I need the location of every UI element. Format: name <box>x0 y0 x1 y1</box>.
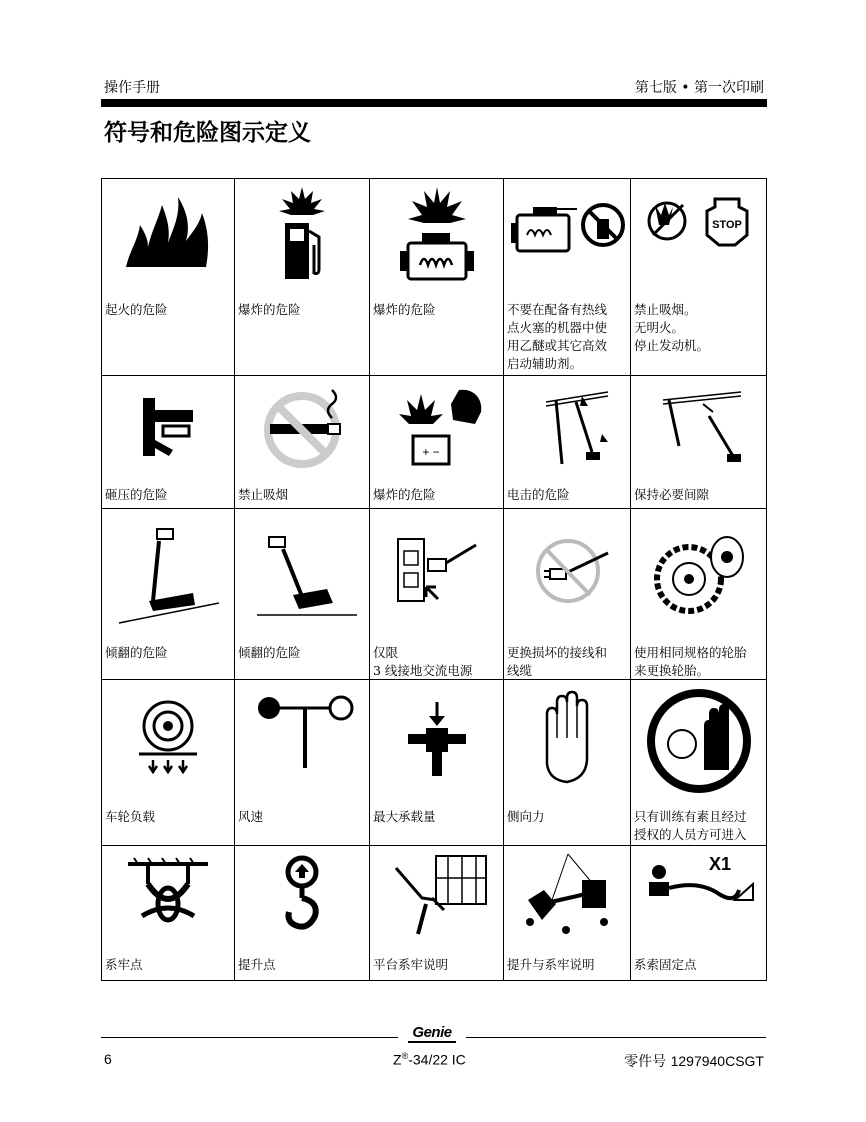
symbol-cell <box>235 846 370 981</box>
symbol-caption: 车轮负载 <box>105 809 156 824</box>
symbol-cell <box>631 179 767 376</box>
symbol-cell <box>504 509 631 680</box>
lifting-point-icon <box>235 854 369 934</box>
symbol-table <box>101 178 767 981</box>
symbol-caption: 砸压的危险 <box>105 487 168 502</box>
model-prefix: Z <box>393 1051 402 1068</box>
symbol-caption: 最大承载量 <box>373 809 436 824</box>
symbol-cell <box>370 179 504 376</box>
part-number <box>624 1051 764 1071</box>
grounded-plug-icon <box>370 533 503 613</box>
footer-rule-right <box>466 1037 766 1038</box>
maintain-clearance-icon <box>631 386 766 466</box>
symbol-caption: 仅限 3 线接地交流电源 <box>373 645 473 678</box>
lifting-and-tie-down-icon <box>504 850 630 940</box>
symbol-caption: 电击的危险 <box>507 487 570 502</box>
wheel-load-icon <box>102 698 234 778</box>
symbol-caption: 爆炸的危险 <box>238 302 301 317</box>
symbol-cell <box>235 509 370 680</box>
lanyard-count-label: X1 <box>708 854 731 874</box>
tire-replacement-icon <box>631 527 766 617</box>
registered-mark: ® <box>401 1051 409 1061</box>
symbol-caption: 禁止吸烟 <box>238 487 289 502</box>
stop-sign-label: STOP <box>711 219 742 231</box>
symbol-cell <box>504 846 631 981</box>
symbol-caption: 只有训练有素且经过 授权的人员方可进入 <box>634 809 747 842</box>
explosion-battery-icon <box>370 384 503 474</box>
no-smoking-icon <box>235 386 369 468</box>
symbol-cell <box>102 846 235 981</box>
symbol-caption: 倾翻的危险 <box>238 645 301 660</box>
tie-down-point-icon <box>102 854 234 934</box>
symbol-caption: 风速 <box>238 809 264 824</box>
symbol-cell <box>631 846 767 981</box>
damaged-cord-icon <box>504 533 630 613</box>
max-capacity-icon <box>370 700 503 780</box>
footer-rule-left <box>101 1037 398 1038</box>
symbol-caption: 提升与系牢说明 <box>507 957 595 972</box>
symbol-cell <box>370 846 504 981</box>
fire-icon <box>102 185 234 275</box>
symbol-cell <box>102 509 235 680</box>
svg-text:+ −: + − <box>421 445 440 459</box>
header-rule <box>101 99 767 107</box>
symbol-caption: 保持必要间隙 <box>634 487 710 502</box>
platform-tie-down-icon <box>370 848 503 938</box>
symbol-cell <box>631 376 767 509</box>
page-number: 6 <box>104 1051 112 1067</box>
tip-over-slope-icon <box>102 515 234 625</box>
symbol-caption: 禁止吸烟。 无明火。 停止发动机。 <box>634 302 710 353</box>
lanyard-anchor-icon <box>631 850 766 910</box>
symbol-cell <box>504 179 631 376</box>
symbol-caption: 不要在配备有热线 点火塞的机器中使 用乙醚或其它高效 启动辅助剂。 <box>507 302 608 371</box>
symbol-caption: 系索固定点 <box>634 957 697 972</box>
symbol-caption: 起火的危险 <box>105 302 168 317</box>
symbol-cell <box>370 680 504 846</box>
part-number-label: 零件号 <box>624 1054 667 1070</box>
symbol-caption: 提升点 <box>238 957 276 972</box>
symbol-cell <box>504 376 631 509</box>
explosion-fuel-pump-icon <box>235 185 369 285</box>
page-title: 符号和危险图示定义 <box>104 119 311 146</box>
symbol-cell <box>102 680 235 846</box>
symbol-caption: 使用相同规格的轮胎 来更换轮胎。 <box>634 645 747 678</box>
no-ether-icon <box>504 185 630 265</box>
symbol-caption: 更换损坏的接线和 线缆 <box>507 645 608 678</box>
symbol-cell <box>370 509 504 680</box>
symbol-cell <box>102 376 235 509</box>
no-smoking-stop-engine-icon <box>631 185 766 255</box>
side-force-hand-icon <box>504 688 630 788</box>
symbol-cell <box>102 179 235 376</box>
wind-speed-icon <box>235 690 369 770</box>
symbol-caption: 爆炸的危险 <box>373 487 436 502</box>
explosion-engine-icon <box>370 185 503 290</box>
symbol-cell <box>631 680 767 846</box>
symbol-cell <box>235 376 370 509</box>
symbol-caption: 侧向力 <box>507 809 545 824</box>
genie-logo: Genie <box>412 1024 452 1041</box>
symbol-cell <box>235 680 370 846</box>
model-suffix: -34/22 IC <box>408 1051 466 1068</box>
symbol-cell <box>631 509 767 680</box>
symbol-caption: 平台系牢说明 <box>373 957 449 972</box>
symbol-cell <box>370 376 504 509</box>
authorized-personnel-icon <box>631 686 766 796</box>
symbol-caption: 系牢点 <box>105 957 143 972</box>
crush-hazard-icon <box>102 390 234 460</box>
symbol-cell <box>504 680 631 846</box>
genie-logo-underline <box>408 1041 456 1043</box>
symbol-caption: 倾翻的危险 <box>105 645 168 660</box>
header-left: 操作手册 <box>104 80 160 96</box>
symbol-caption: 爆炸的危险 <box>373 302 436 317</box>
symbol-cell <box>235 179 370 376</box>
tip-over-icon <box>235 515 369 625</box>
electrocution-icon <box>504 386 630 466</box>
header-right: 第七版 • 第一次印刷 <box>634 80 764 96</box>
part-number-value: 1297940CSGT <box>670 1053 764 1069</box>
model-name <box>393 1051 466 1068</box>
